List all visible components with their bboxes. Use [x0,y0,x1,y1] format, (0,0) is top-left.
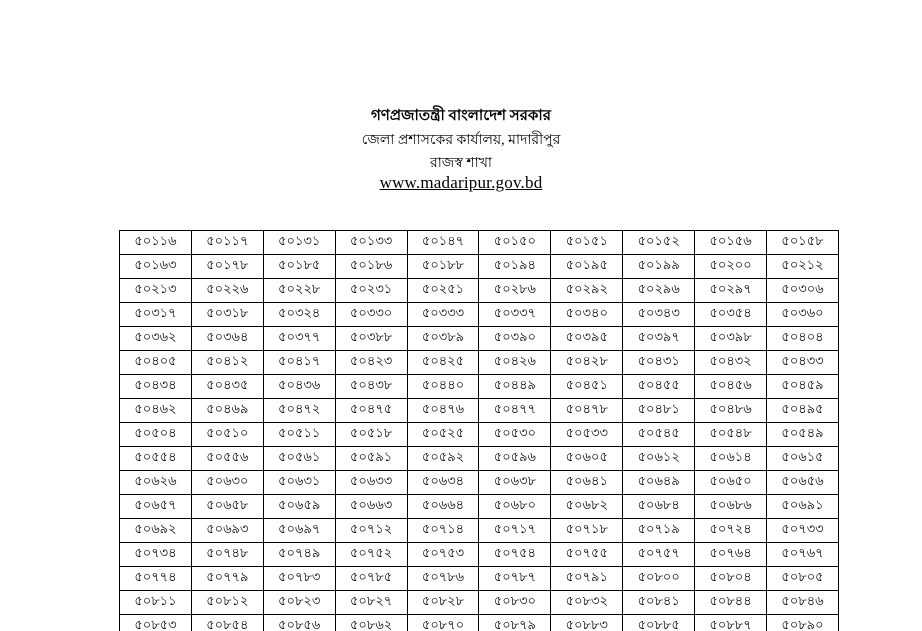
table-cell: ৫০৮৮৭ [695,615,767,631]
table-cell: ৫০৪৬২ [120,399,192,423]
table-cell: ৫০৮৬২ [335,615,407,631]
table-cell: ৫০৪১২ [191,351,263,375]
table-row [120,279,839,303]
table-cell: ৫০৩৯৭ [623,327,695,351]
table-row [120,615,839,631]
table-cell: ৫০৮০৪ [695,567,767,591]
table-cell: ৫০৪৭৮ [551,399,623,423]
table-cell: ৫০৫৯৬ [479,447,551,471]
number-table-container [119,230,839,631]
table-cell: ৫০২২৮ [263,279,335,303]
table-cell: ৫০৪৭৭ [479,399,551,423]
table-cell: ৫০৬৪১ [551,471,623,495]
table-row [120,519,839,543]
table-cell: ৫০১১৬ [120,231,192,255]
table-cell: ৫০৭৫৫ [551,543,623,567]
table-cell: ৫০৫৪৯ [767,423,839,447]
table-cell: ৫০৩৮৯ [407,327,479,351]
table-cell: ৫০৬১৪ [695,447,767,471]
office-name: জেলা প্রশাসকের কার্যালয়, মাদারীপুর [361,133,561,148]
table-cell: ৫০৪৩৬ [263,375,335,399]
table-cell: ৫০৪৫১ [551,375,623,399]
table-cell: ৫০৬০৫ [551,447,623,471]
table-row [120,255,839,279]
table-cell: ৫০১৫০ [479,231,551,255]
table-cell: ৫০৪৩৩ [767,351,839,375]
table-cell: ৫০৭৫৪ [479,543,551,567]
table-cell: ৫০২০০ [695,255,767,279]
table-cell: ৫০৪৫৬ [695,375,767,399]
table-cell: ৫০৭১২ [335,519,407,543]
table-cell: ৫০১৯৯ [623,255,695,279]
table-cell: ৫০৩১৭ [120,303,192,327]
table-cell: ৫০৮১২ [191,591,263,615]
table-cell: ৫০৭৩৩ [767,519,839,543]
table-cell: ৫০৪১৭ [263,351,335,375]
table-cell: ৫০২২৬ [191,279,263,303]
table-cell: ৫০৭৪৮ [191,543,263,567]
table-cell: ৫০৫২৫ [407,423,479,447]
table-row [120,351,839,375]
table-cell: ৫০১৫১ [551,231,623,255]
table-cell: ৫০৭৪৯ [263,543,335,567]
table-cell: ৫০৮৮৩ [551,615,623,631]
table-cell: ৫০৪৭৫ [335,399,407,423]
table-cell: ৫০৬৩৪ [407,471,479,495]
table-cell: ৫০৪৯৫ [767,399,839,423]
table-cell: ৫০৩৩৭ [479,303,551,327]
table-cell: ৫০৪৩১ [623,351,695,375]
table-cell: ৫০৭৯১ [551,567,623,591]
doc-title: গণপ্রজাতন্ত্রী বাংলাদেশ সরকার [370,108,552,124]
table-cell: ৫০৭১৮ [551,519,623,543]
table-cell: ৫০৫৫৪ [120,447,192,471]
table-cell: ৫০৫৪৫ [623,423,695,447]
table-cell: ৫০৫৬১ [263,447,335,471]
table-cell: ৫০৪৫৯ [767,375,839,399]
table-cell: ৫০৩৬৪ [191,327,263,351]
table-cell: ৫০৩৯০ [479,327,551,351]
table-cell: ৫০১৮৬ [335,255,407,279]
table-cell: ৫০১৮৫ [263,255,335,279]
table-cell: ৫০৩৪০ [551,303,623,327]
table-cell: ৫০৬৯১ [767,495,839,519]
table-cell: ৫০৭১৪ [407,519,479,543]
table-cell: ৫০৩৯৮ [695,327,767,351]
table-cell: ৫০৭৬৭ [767,543,839,567]
table-row [120,495,839,519]
branch-name: রাজস্ব শাখা [430,156,492,171]
table-cell: ৫০৫১৮ [335,423,407,447]
table-cell: ৫০৬১৫ [767,447,839,471]
table-cell: ৫০৪০৫ [120,351,192,375]
table-cell: ৫০১৭৮ [191,255,263,279]
table-cell: ৫০৭৮৭ [479,567,551,591]
table-cell: ৫০৬৮৪ [623,495,695,519]
table-row [120,543,839,567]
table-cell: ৫০৭১৭ [479,519,551,543]
table-cell: ৫০৮২৮ [407,591,479,615]
table-cell: ৫০৫১০ [191,423,263,447]
table-cell: ৫০৮৩০ [479,591,551,615]
table-cell: ৫০৩৩৩ [407,303,479,327]
table-cell: ৫০৭৬৪ [695,543,767,567]
table-cell: ৫০৭১৯ [623,519,695,543]
table-cell: ৫০২১২ [767,255,839,279]
table-cell: ৫০৬৪৯ [623,471,695,495]
table-cell: ৫০১১৭ [191,231,263,255]
table-cell: ৫০৮২৭ [335,591,407,615]
table-cell: ৫০৩৯৫ [551,327,623,351]
table-cell: ৫০২৯৭ [695,279,767,303]
table-cell: ৫০৮৫৩ [120,615,192,631]
table-cell: ৫০৩২৪ [263,303,335,327]
table-cell: ৫০৮২৩ [263,591,335,615]
table-cell: ৫০৬৩০ [191,471,263,495]
table-cell: ৫০৪৩৫ [191,375,263,399]
table-cell: ৫০৪০৪ [767,327,839,351]
table-cell: ৫০৩১৮ [191,303,263,327]
table-cell: ৫০৪২৮ [551,351,623,375]
table-cell: ৫০৫৯২ [407,447,479,471]
table-cell: ৫০৭৭৪ [120,567,192,591]
table-row [120,303,839,327]
table-cell: ৫০৪৩২ [695,351,767,375]
table-cell: ৫০৬৩১ [263,471,335,495]
table-cell: ৫০৭৫২ [335,543,407,567]
table-cell: ৫০৫১১ [263,423,335,447]
table-cell: ৫০৩৬২ [120,327,192,351]
table-cell: ৫০৮৪৬ [767,591,839,615]
table-cell: ৫০৪৪৯ [479,375,551,399]
table-cell: ৫০৬৯৭ [263,519,335,543]
table-cell: ৫০৮৪১ [623,591,695,615]
table-cell: ৫০৫৩৩ [551,423,623,447]
table-cell: ৫০৭৭৯ [191,567,263,591]
table-cell: ৫০৫০৪ [120,423,192,447]
table-cell: ৫০১৮৮ [407,255,479,279]
table-cell: ৫০৩৩০ [335,303,407,327]
table-cell: ৫০৬৫৮ [191,495,263,519]
table-cell: ৫০৪৩৮ [335,375,407,399]
table-cell: ৫০৭৫৭ [623,543,695,567]
table-cell: ৫০৮৫৬ [263,615,335,631]
table-cell: ৫০২৫১ [407,279,479,303]
table-cell: ৫০৬৬৩ [335,495,407,519]
table-cell: ৫০৩৬০ [767,303,839,327]
table-cell: ৫০১৩৩ [335,231,407,255]
table-cell: ৫০৭৮৩ [263,567,335,591]
table-cell: ৫০৬৫০ [695,471,767,495]
table-cell: ৫০৭৫৩ [407,543,479,567]
table-cell: ৫০৬১২ [623,447,695,471]
table-row [120,567,839,591]
table-cell: ৫০১৫৮ [767,231,839,255]
table-cell: ৫০৬৮৬ [695,495,767,519]
table-cell: ৫০১৩১ [263,231,335,255]
table-cell: ৫০৩৮৮ [335,327,407,351]
table-cell: ৫০১৬৩ [120,255,192,279]
table-cell: ৫০২৮৬ [479,279,551,303]
table-cell: ৫০২৯৬ [623,279,695,303]
table-cell: ৫০৬৯৩ [191,519,263,543]
table-cell: ৫০৬৩৮ [479,471,551,495]
table-cell: ৫০৪২৫ [407,351,479,375]
table-cell: ৫০৩৭৭ [263,327,335,351]
table-cell: ৫০৬৯২ [120,519,192,543]
table-cell: ৫০১৪৭ [407,231,479,255]
table-cell: ৫০৮৪৪ [695,591,767,615]
table-cell: ৫০৩৫৪ [695,303,767,327]
table-cell: ৫০৩০৬ [767,279,839,303]
table-cell: ৫০৬৮২ [551,495,623,519]
table-cell: ৫০৬৮০ [479,495,551,519]
table-cell: ৫০৮৭৯ [479,615,551,631]
table-row [120,327,839,351]
table-cell: ৫০৮৩২ [551,591,623,615]
table-row [120,399,839,423]
number-table-body [120,231,839,631]
table-cell: ৫০২৩১ [335,279,407,303]
table-cell: ৫০৬৬৪ [407,495,479,519]
table-cell: ৫০৮০৫ [767,567,839,591]
table-cell: ৫০৪২৬ [479,351,551,375]
table-cell: ৫০৬৫৬ [767,471,839,495]
table-row [120,591,839,615]
table-cell: ৫০৪২৩ [335,351,407,375]
table-cell: ৫০৪৭৬ [407,399,479,423]
table-cell: ৫০৮৯০ [767,615,839,631]
table-row [120,423,839,447]
table-cell: ৫০৩৪৩ [623,303,695,327]
website-link[interactable]: www.madaripur.gov.bd [379,173,543,192]
table-cell: ৫০৫৯১ [335,447,407,471]
table-cell: ৫০৮০০ [623,567,695,591]
table-cell: ৫০১৯৪ [479,255,551,279]
table-cell: ৫০৭৮৫ [335,567,407,591]
table-cell: ৫০৫৩০ [479,423,551,447]
table-cell: ৫০২৯২ [551,279,623,303]
number-table [119,230,839,631]
table-cell: ৫০৮৮৫ [623,615,695,631]
table-row [120,231,839,255]
table-cell: ৫০১৯৫ [551,255,623,279]
table-cell: ৫০৫৫৬ [191,447,263,471]
table-row [120,375,839,399]
table-cell: ৫০৪৩৪ [120,375,192,399]
table-cell: ৫০২১৩ [120,279,192,303]
table-row [120,447,839,471]
table-cell: ৫০১৫২ [623,231,695,255]
table-cell: ৫০৪৮১ [623,399,695,423]
table-cell: ৫০৪৭২ [263,399,335,423]
table-cell: ৫০৬৫৯ [263,495,335,519]
table-cell: ৫০৪৫৫ [623,375,695,399]
table-cell: ৫০৪৪০ [407,375,479,399]
table-row [120,471,839,495]
table-cell: ৫০৬৫৭ [120,495,192,519]
table-cell: ৫০৭৩৪ [120,543,192,567]
table-cell: ৫০৮৭০ [407,615,479,631]
table-cell: ৫০৬৩৩ [335,471,407,495]
table-cell: ৫০৪৬৯ [191,399,263,423]
table-cell: ৫০৪৮৬ [695,399,767,423]
table-cell: ৫০৫৪৮ [695,423,767,447]
table-cell: ৫০৭৮৬ [407,567,479,591]
table-cell: ৫০১৫৬ [695,231,767,255]
table-cell: ৫০৮৫৪ [191,615,263,631]
table-cell: ৫০৬২৬ [120,471,192,495]
table-cell: ৫০৮১১ [120,591,192,615]
table-cell: ৫০৭২৪ [695,519,767,543]
